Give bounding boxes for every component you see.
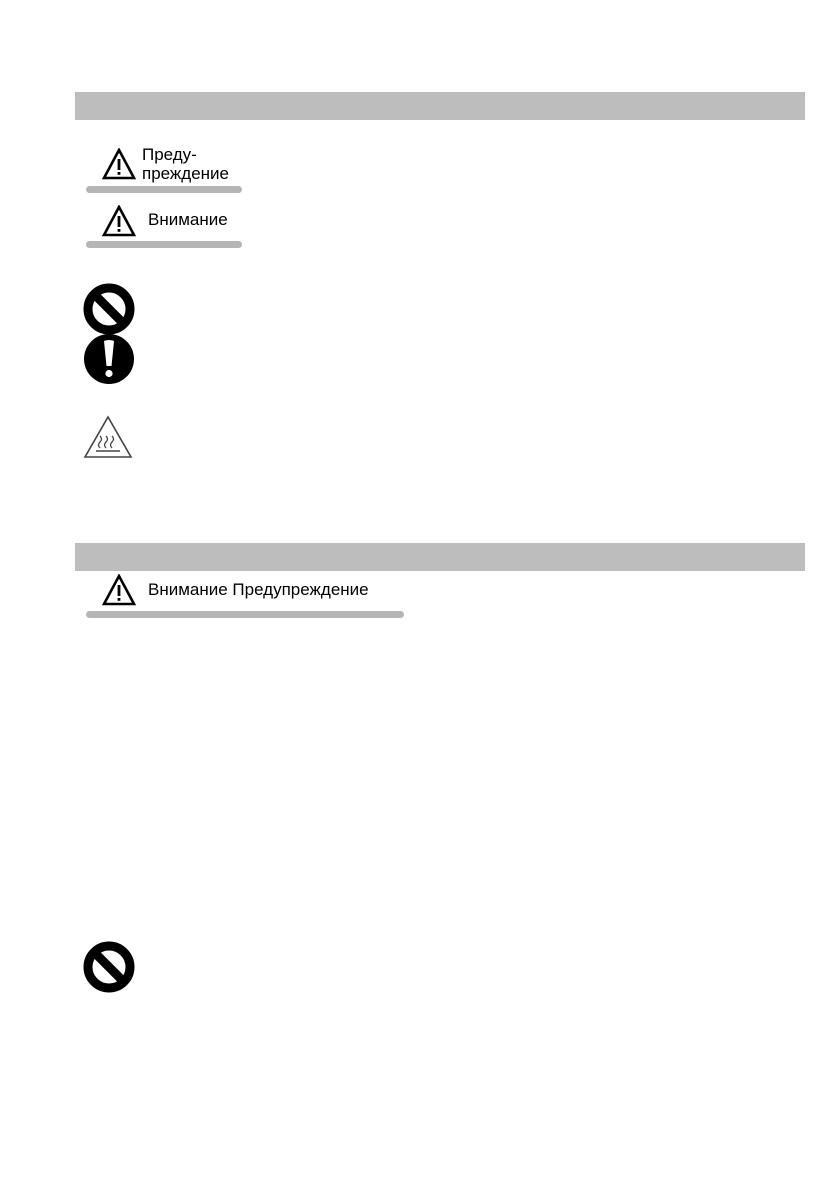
section-header-bar bbox=[75, 92, 805, 120]
caution-warning-label-text: Внимание Предупреждение bbox=[148, 580, 369, 599]
warning-label-line1: Преду- bbox=[142, 145, 197, 164]
warning-triangle-icon bbox=[102, 574, 136, 606]
warning-triangle-icon bbox=[102, 148, 136, 180]
mandatory-exclamation-icon bbox=[82, 332, 136, 386]
warning-label-text bbox=[142, 145, 229, 183]
label-underline bbox=[86, 611, 404, 618]
caution-warning-label bbox=[82, 571, 412, 623]
warning-label bbox=[82, 142, 252, 197]
caution-label bbox=[82, 202, 252, 254]
warning-label-line2: преждение bbox=[142, 164, 230, 183]
prohibition-icon bbox=[82, 940, 136, 994]
warning-triangle-icon bbox=[102, 205, 136, 237]
hot-surface-icon bbox=[82, 414, 134, 460]
prohibition-icon bbox=[82, 282, 136, 336]
caution-label-text: Внимание bbox=[148, 210, 228, 229]
label-underline bbox=[86, 186, 242, 193]
label-underline bbox=[86, 241, 242, 248]
section-header-bar bbox=[75, 543, 805, 571]
